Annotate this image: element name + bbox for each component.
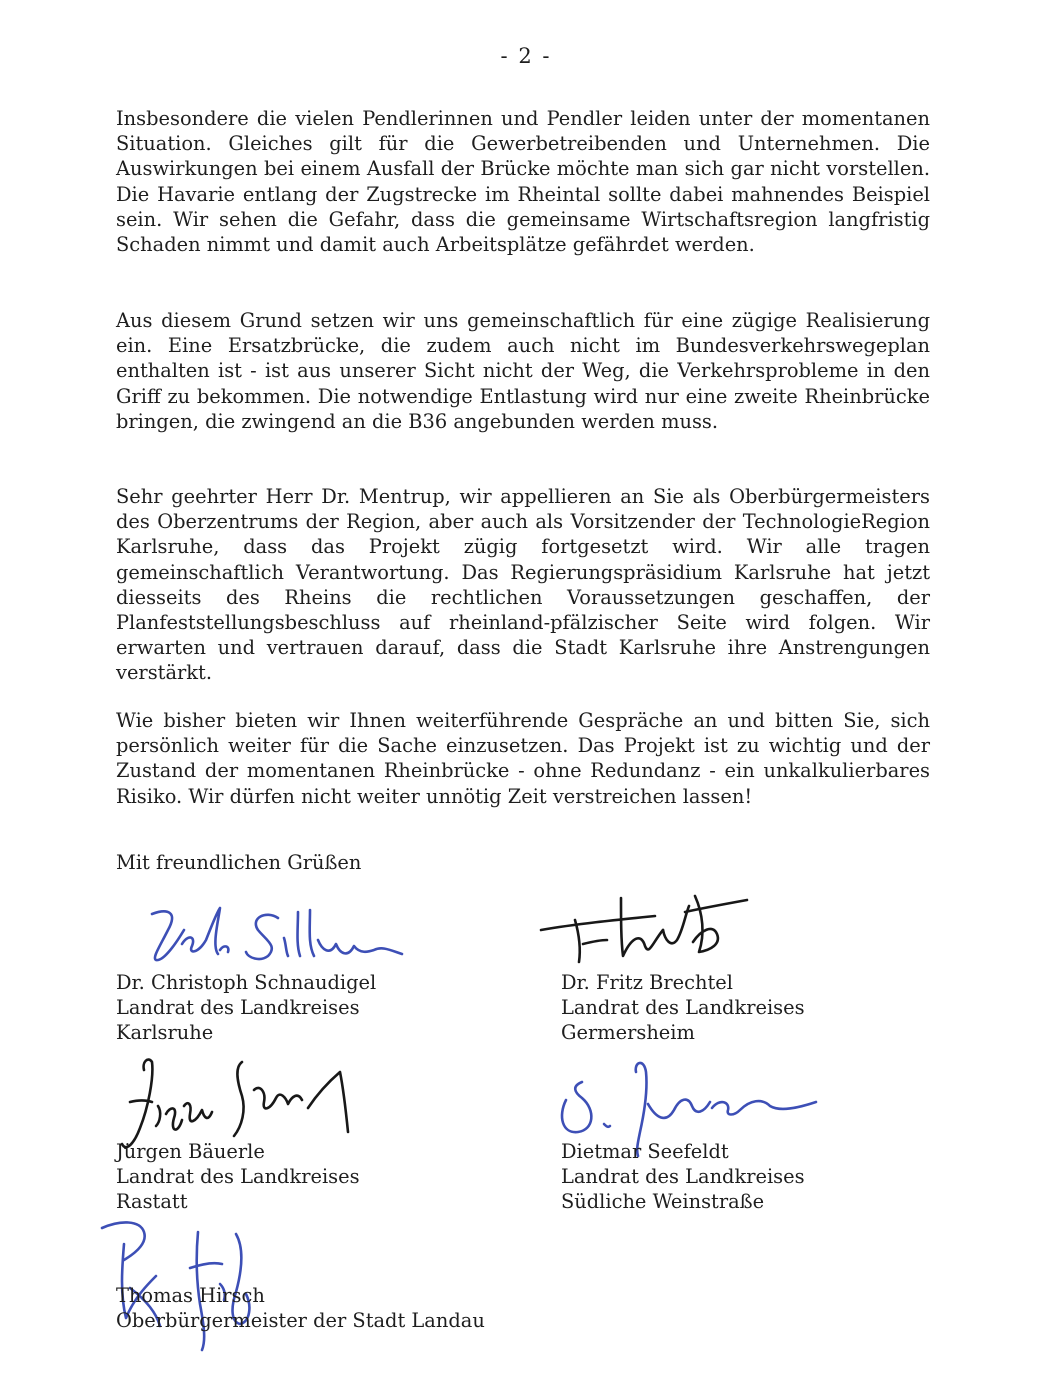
signatory-block-seefeldt (561, 1139, 805, 1215)
signatory-title: Landrat des Landkreises (116, 1165, 360, 1189)
signatory-title: Landrat des Landkreises (116, 996, 360, 1020)
signatory-name: Dr. Fritz Brechtel (561, 971, 733, 994)
page-number: - 2 - (500, 44, 552, 68)
signatory-name: Thomas Hirsch (116, 1284, 265, 1307)
signatory-place: Südliche Weinstraße (561, 1190, 765, 1214)
signatory-place: Rastatt (116, 1190, 188, 1214)
paragraph-2-text: Aus diesem Grund setzen wir uns gemeinschaftlich für eine zügige Realisierung ein. Eine Ersatzbrücke, die zudem auch nicht im Bundesverkehrswegeplan enthalten ist - ist aus unserer Sicht nicht der Weg, die Verkehrsprobleme in den Griff zu bekommen. Die notwendige Entlastung wird nur eine zweite Rheinbrücke bringen, die zwingend an die B36 angebunden werden muss. (116, 309, 930, 433)
paragraph-3 (116, 484, 930, 686)
signatory-block-baeuerle (116, 1139, 360, 1215)
paragraph-2 (116, 308, 930, 434)
signatory-block-schnaudigel (116, 970, 376, 1046)
signatory-name: Jürgen Bäuerle (116, 1140, 265, 1163)
paragraph-1 (116, 106, 930, 257)
signatory-title: Landrat des Landkreises (561, 1165, 805, 1189)
paragraph-4-text: Wie bisher bieten wir Ihnen weiterführende Gespräche an und bitten Sie, sich persönlich weiter für die Sache einzusetzen. Das Projekt ist zu wichtig und der Zustand der momentanen Rheinbrücke - ohne Redundanz - ein unkalkulierbares Risiko. Wir dürfen nicht weiter unnötig Zeit verstreichen lassen! (116, 709, 930, 808)
paragraph-1-text: Insbesondere die vielen Pendlerinnen und Pendler leiden unter der momentanen Situation. Gleiches gilt für die Gewerbetreibenden und Unternehmen. Die Auswirkungen bei einem Ausfall der Brücke möchte man sich gar nicht vorstellen. Die Havarie entlang der Zugstrecke im Rheintal sollte dabei mahnendes Beispiel sein. Wir sehen die Gefahr, dass die gemeinsame Wirtschaftsregion langfristig Schaden nimmt und damit auch Arbeitsplätze gefährdet werden. (116, 107, 930, 257)
signatory-place: Germersheim (561, 1021, 695, 1045)
signatory-name: Dr. Christoph Schnaudigel (116, 971, 377, 994)
signature-brechtel (535, 886, 755, 970)
paragraph-4 (116, 708, 930, 809)
signatory-name: Dietmar Seefeldt (561, 1140, 729, 1163)
paragraph-3-text: Sehr geehrter Herr Dr. Mentrup, wir appellieren an Sie als Oberbürgermeisters des Oberzentrums der Region, aber auch als Vorsitzender der TechnologieRegion Karlsruhe, dass das Projekt zügig fortgesetzt wird. Wir alle tragen gemeinschaftlich Verantwortung. Das Regierungspräsidium Karlsruhe hat jetzt diesseits des Rheins die rechtlichen Voraussetzungen geschaffen, der Planfeststellungsbeschluss auf rheinland-pfälzischer Seite wird folgen. Wir erwarten und vertrauen darauf, dass die Stadt Karlsruhe ihre Anstrengungen verstärkt. (116, 485, 930, 685)
signature-schnaudigel (138, 900, 408, 970)
signatory-title: Landrat des Landkreises (561, 996, 805, 1020)
signatory-block-hirsch (116, 1283, 485, 1333)
signatory-place: Karlsruhe (116, 1021, 214, 1045)
signatory-title: Oberbürgermeister der Stadt Landau (116, 1309, 485, 1333)
signatory-block-brechtel (561, 970, 805, 1046)
closing-salutation: Mit freundlichen Grüßen (116, 851, 362, 874)
